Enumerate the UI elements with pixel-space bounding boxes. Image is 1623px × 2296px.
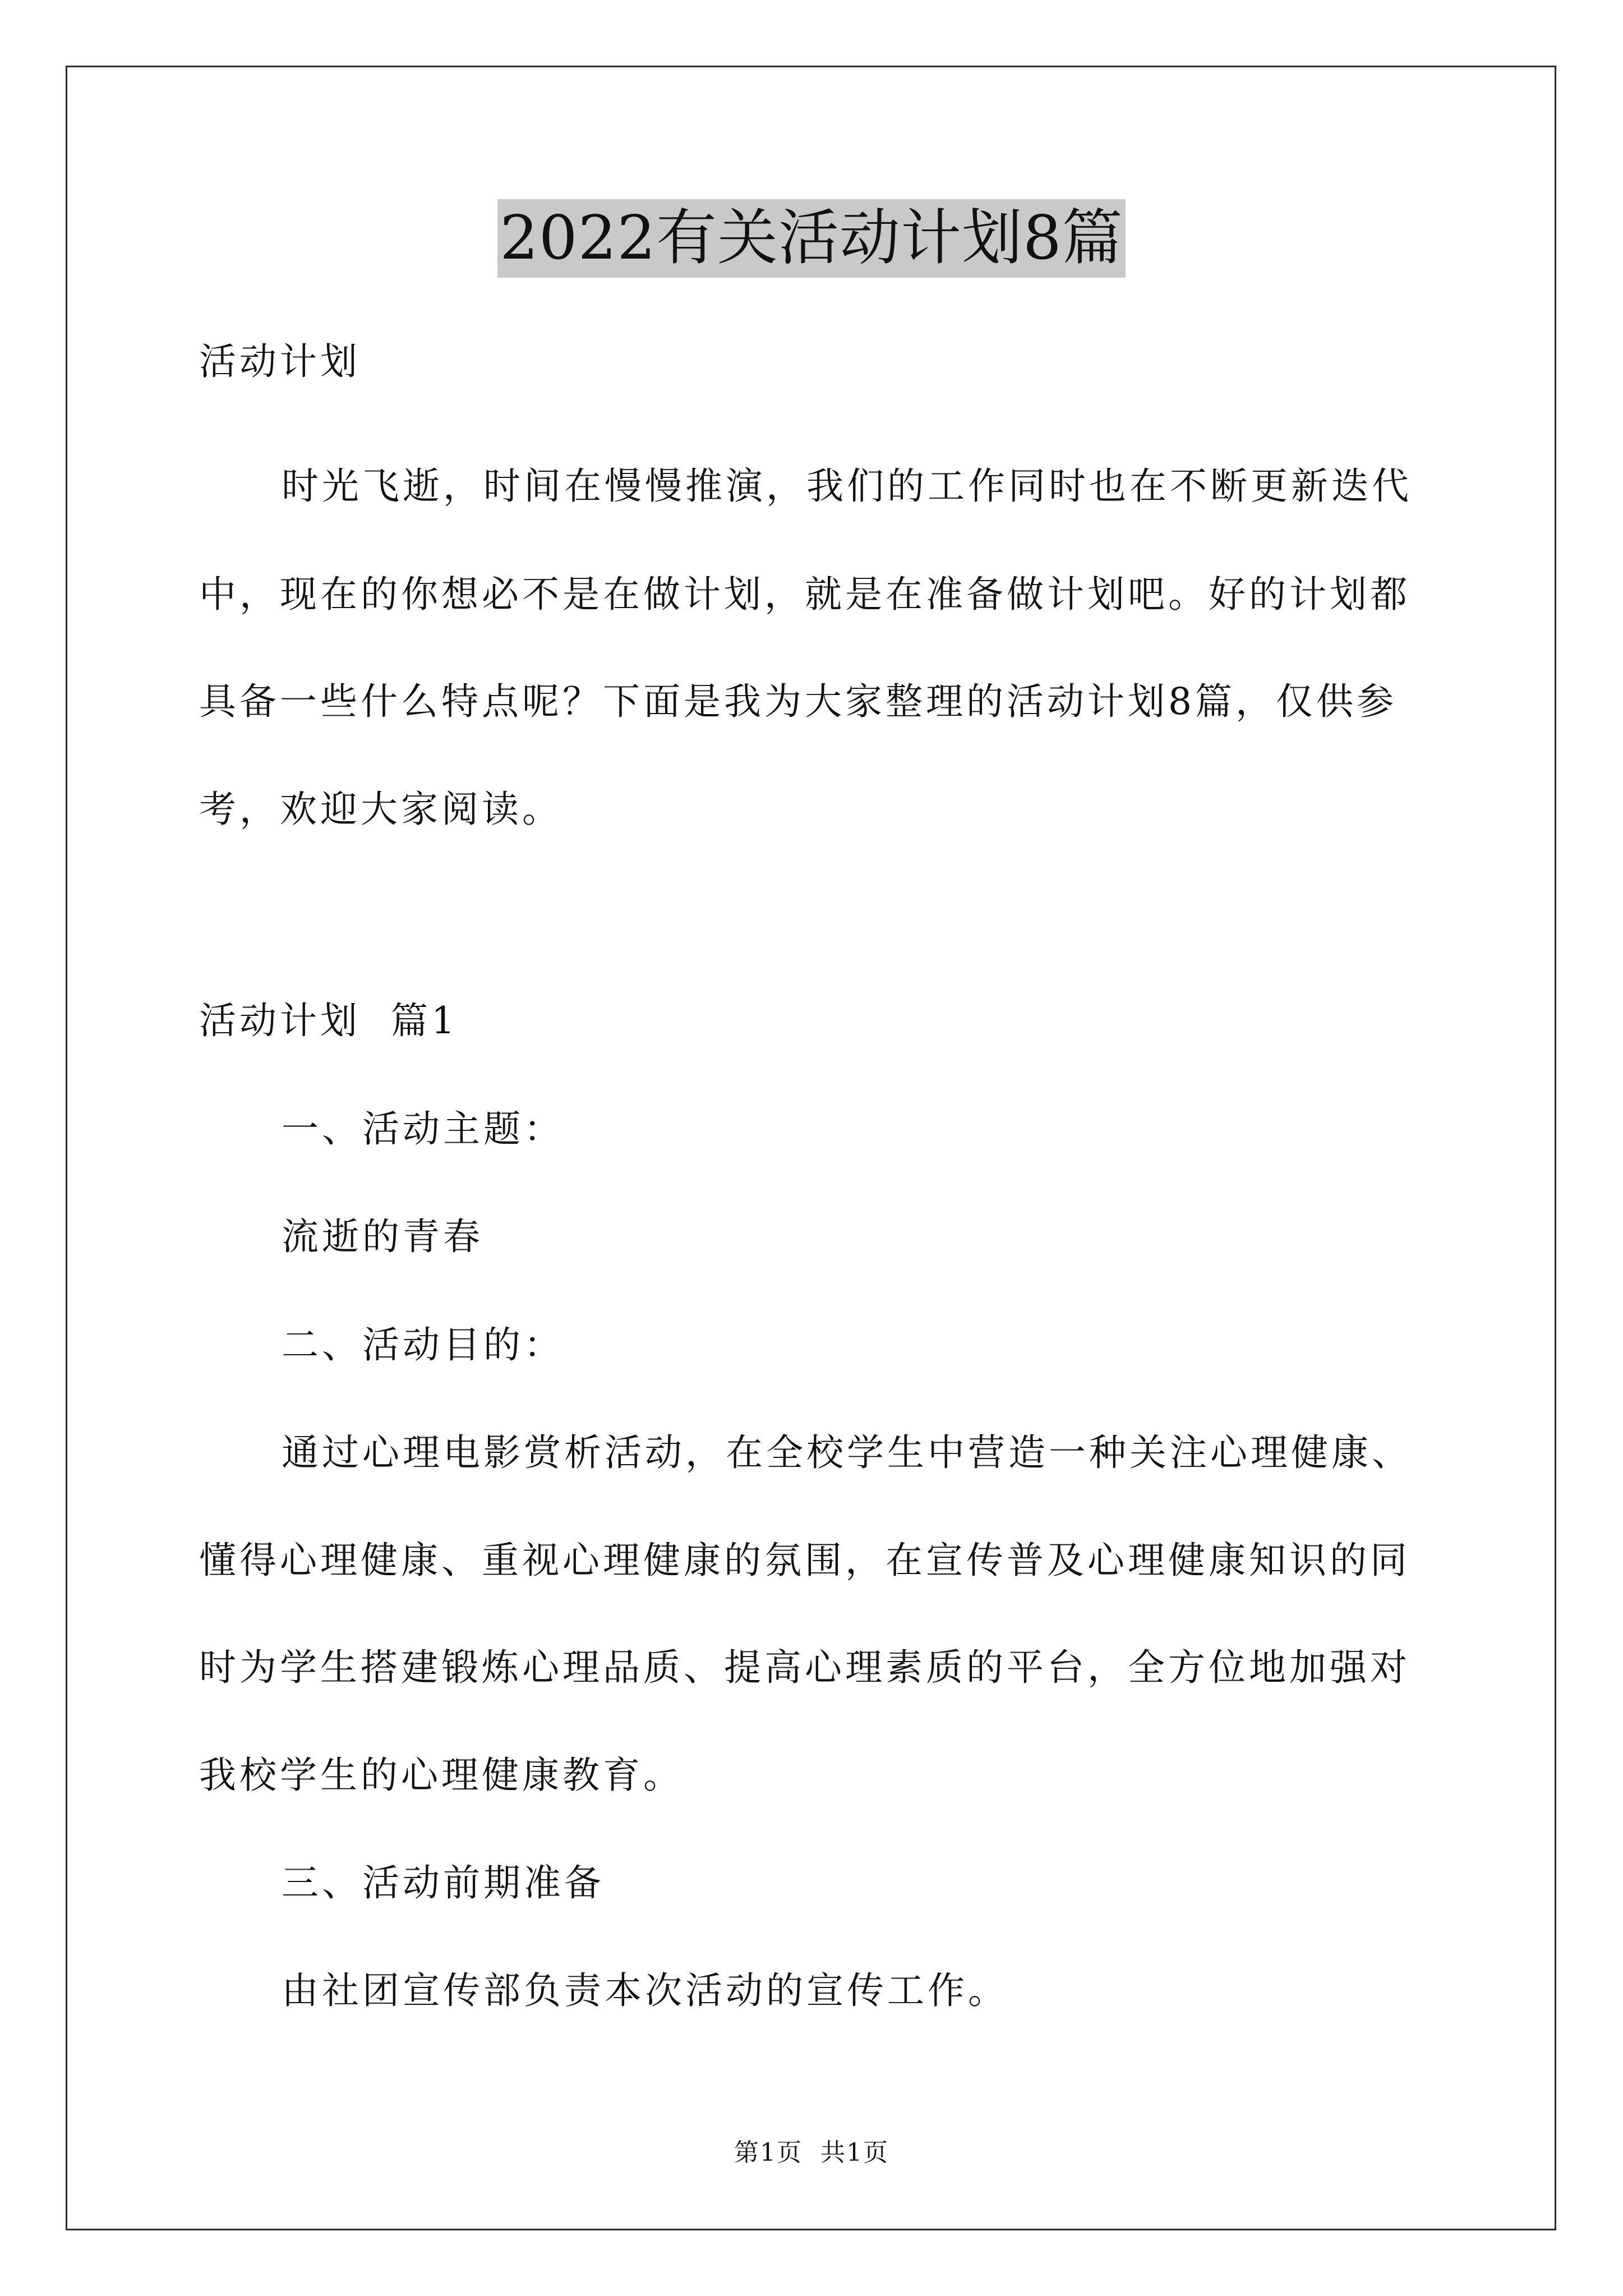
intro-line-2: 中，现在的你想必不是在做计划，就是在准备做计划吧。好的计划都 bbox=[199, 573, 1410, 616]
section-heading: 活动计划 bbox=[199, 340, 361, 383]
item2-line-3: 时为学生搭建锻炼心理品质、提高心理素质的平台，全方位地加强对 bbox=[199, 1646, 1410, 1689]
item2-line-4: 我校学生的心理健康教育。 bbox=[199, 1754, 684, 1797]
page-indicator: 第1页 共1页 bbox=[734, 2138, 889, 2167]
intro-line-1: 时光飞逝，时间在慢慢推演，我们的工作同时也在不断更新迭代 bbox=[282, 464, 1412, 508]
intro-line-4: 考，欢迎大家阅读。 bbox=[199, 788, 562, 831]
item1-heading: 一、活动主题： bbox=[282, 1107, 564, 1151]
item3-heading: 三、活动前期准备 bbox=[282, 1861, 605, 1904]
item2-line-2: 懂得心理健康、重视心理健康的氛围，在宣传普及心理健康知识的同 bbox=[199, 1539, 1410, 1582]
item3-body: 由社团宣传部负责本次活动的宣传工作。 bbox=[282, 1969, 1008, 2012]
item1-body: 流逝的青春 bbox=[282, 1215, 483, 1258]
intro-line-3: 具备一些什么特点呢？下面是我为大家整理的活动计划8篇，仅供参 bbox=[199, 680, 1397, 723]
title-container bbox=[0, 199, 1623, 278]
item2-heading: 二、活动目的： bbox=[282, 1323, 564, 1366]
document-title: 2022有关活动计划8篇 bbox=[497, 199, 1126, 278]
item2-line-1: 通过心理电影赏析活动，在全校学生中营造一种关注心理健康、 bbox=[282, 1431, 1412, 1474]
subsection-heading: 活动计划 篇1 bbox=[199, 999, 458, 1042]
